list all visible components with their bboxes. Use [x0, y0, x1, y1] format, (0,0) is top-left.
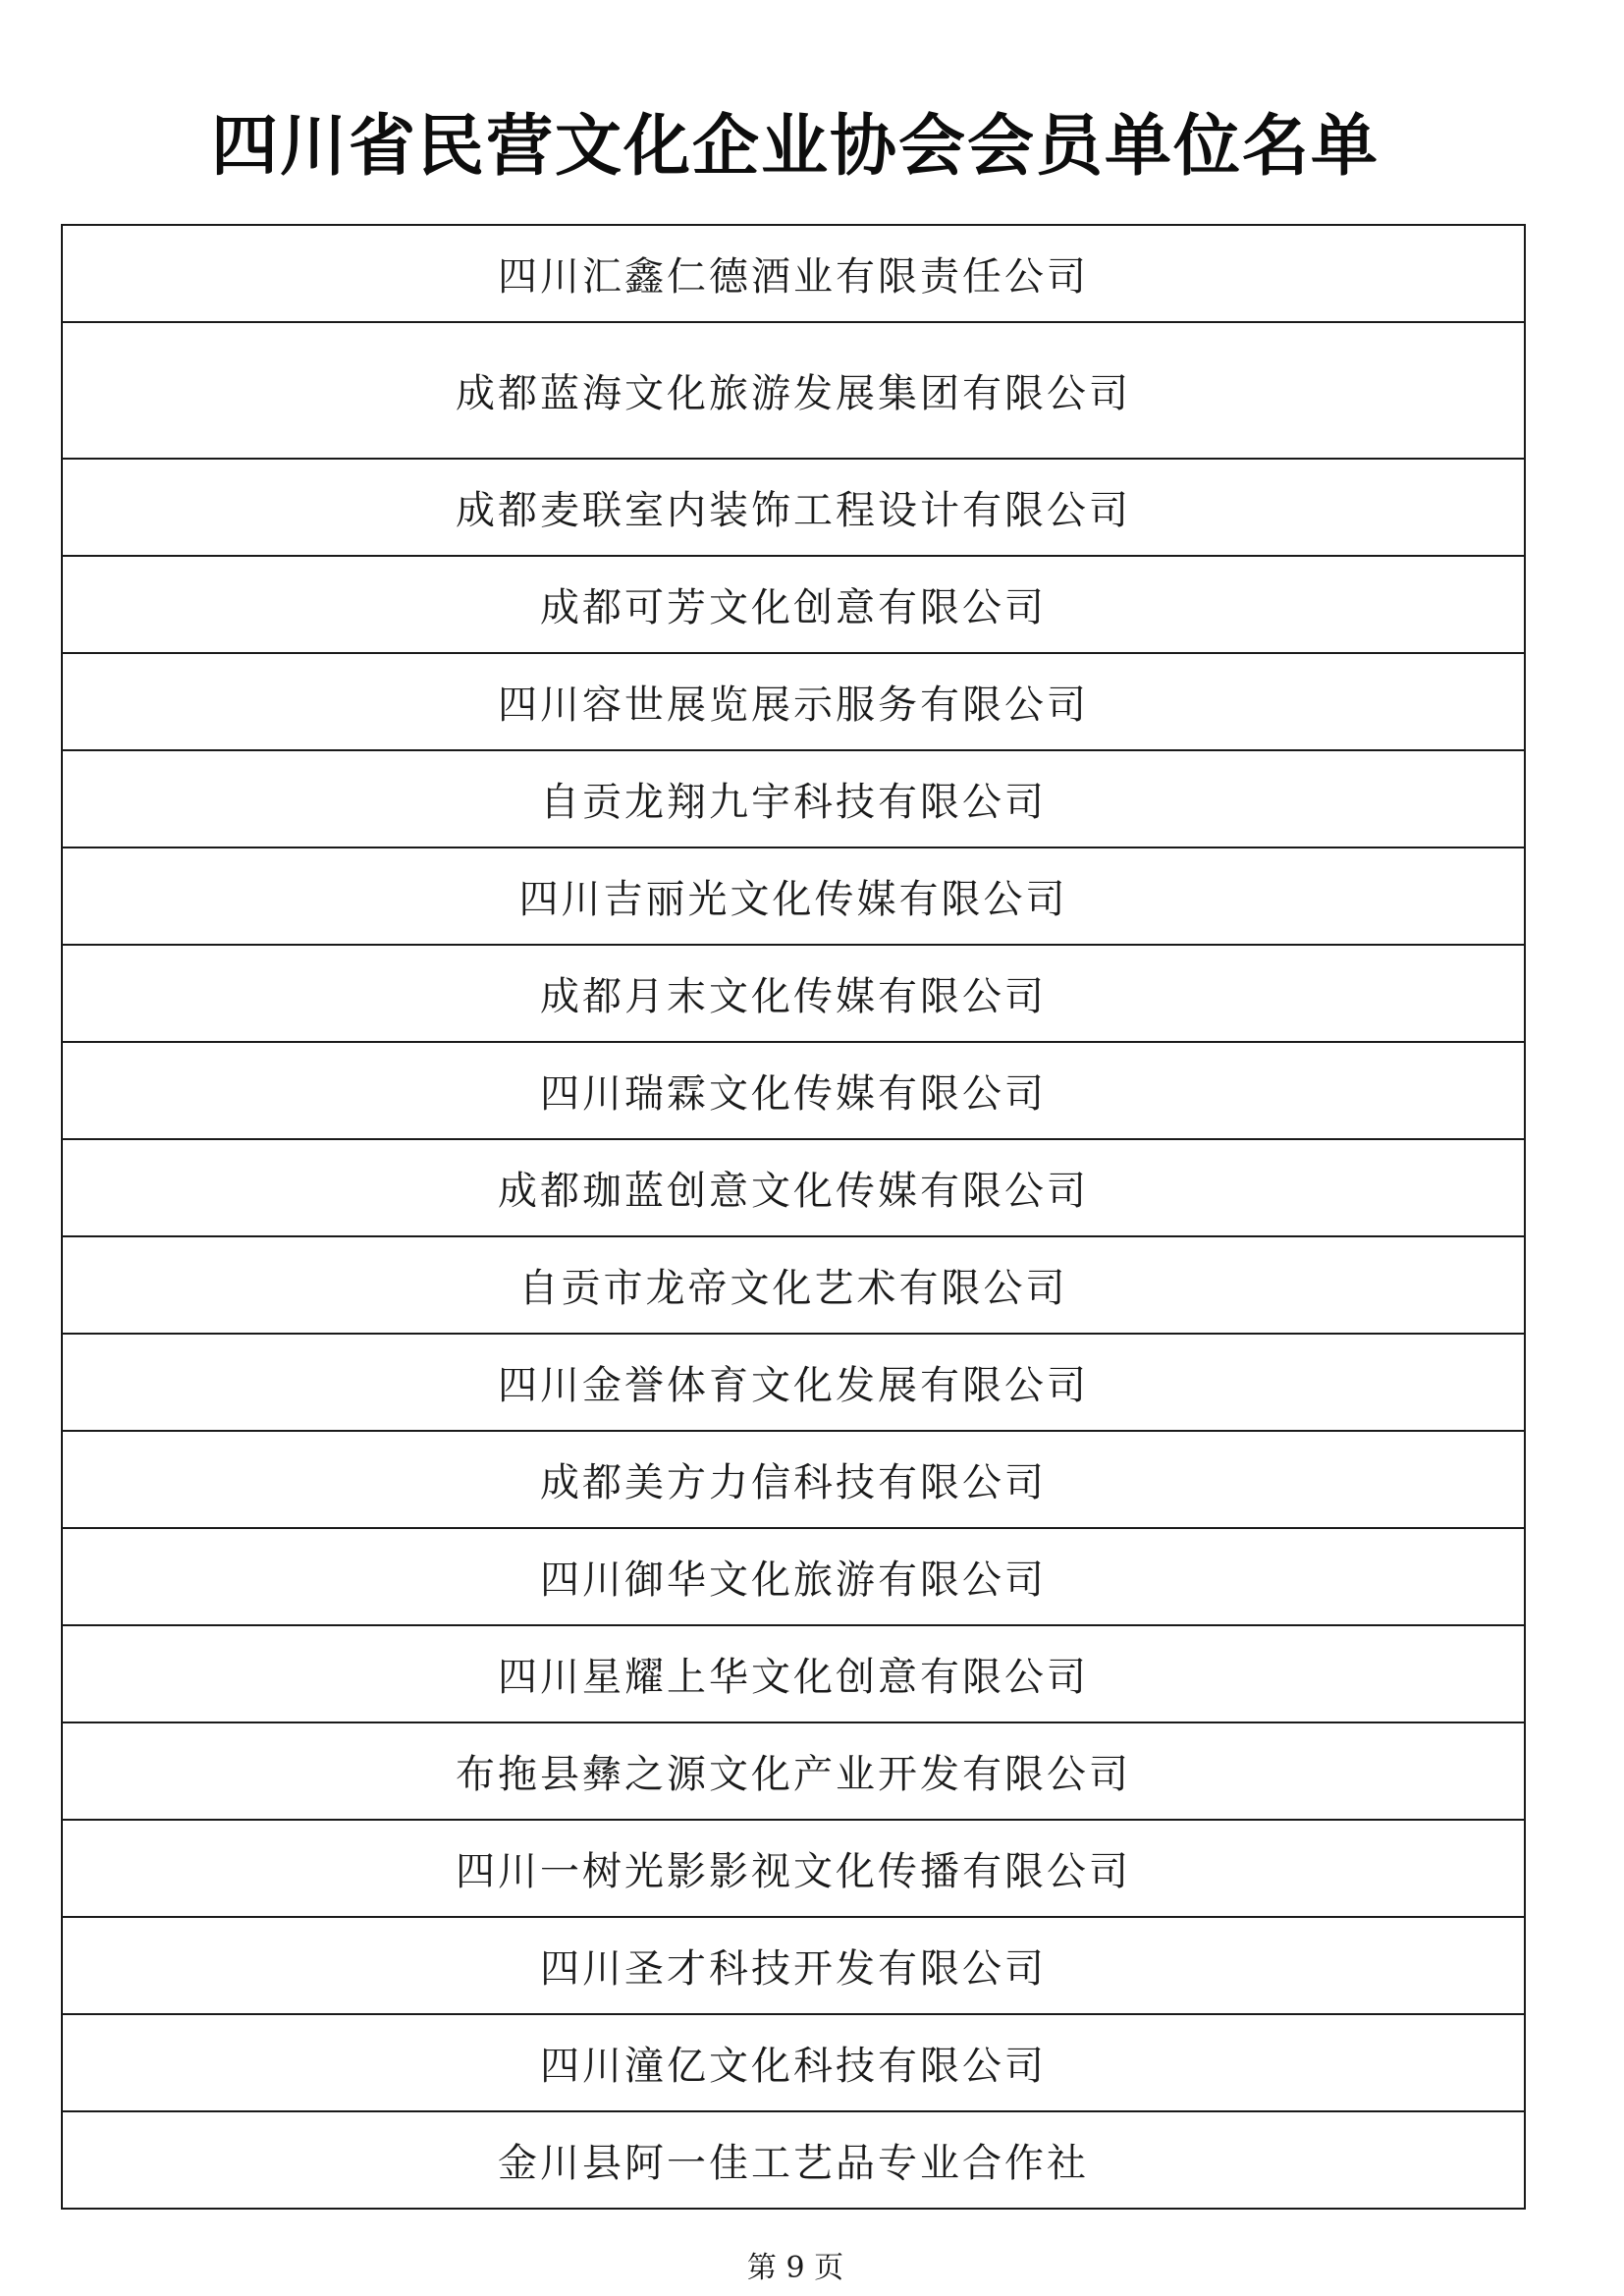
member-name-cell: 四川星耀上华文化创意有限公司: [62, 1625, 1525, 1722]
table-row: [62, 1236, 1525, 1334]
member-name-cell: 成都蓝海文化旅游发展集团有限公司: [62, 322, 1525, 459]
table-row: [62, 556, 1525, 653]
table-row: [62, 322, 1525, 459]
member-name-cell: 四川汇鑫仁德酒业有限责任公司: [62, 225, 1525, 322]
member-name-cell: 四川容世展览展示服务有限公司: [62, 653, 1525, 750]
member-name-cell: 布拖县彝之源文化产业开发有限公司: [62, 1722, 1525, 1820]
member-name-cell: 成都珈蓝创意文化传媒有限公司: [62, 1139, 1525, 1236]
page-number: 第 9 页: [746, 2251, 844, 2285]
member-name-cell: 自贡市龙帝文化艺术有限公司: [62, 1236, 1525, 1334]
table-row: [62, 653, 1525, 750]
table-row: [62, 1528, 1525, 1625]
member-name-cell: 四川一树光影影视文化传播有限公司: [62, 1820, 1525, 1917]
table-row: [62, 750, 1525, 847]
member-name-cell: 四川瑞霖文化传媒有限公司: [62, 1042, 1525, 1139]
table-row: [62, 459, 1525, 556]
table-row: [62, 1334, 1525, 1431]
table-row: [62, 945, 1525, 1042]
table-row: [62, 1917, 1525, 2014]
member-name-cell: 金川县阿一佳工艺品专业合作社: [62, 2111, 1525, 2209]
table-row: [62, 1820, 1525, 1917]
member-table: [61, 224, 1526, 2210]
table-row: [62, 1042, 1525, 1139]
member-name-cell: 四川御华文化旅游有限公司: [62, 1528, 1525, 1625]
table-row: [62, 1431, 1525, 1528]
member-name-cell: 四川潼亿文化科技有限公司: [62, 2014, 1525, 2111]
table-row: [62, 2111, 1525, 2209]
member-name-cell: 四川圣才科技开发有限公司: [62, 1917, 1525, 2014]
member-name-cell: 成都月末文化传媒有限公司: [62, 945, 1525, 1042]
page-title: 四川省民营文化企业协会会员单位名单: [210, 108, 1380, 186]
table-row: [62, 2014, 1525, 2111]
table-row: [62, 1625, 1525, 1722]
member-name-cell: 成都麦联室内装饰工程设计有限公司: [62, 459, 1525, 556]
member-name-cell: 四川吉丽光文化传媒有限公司: [62, 847, 1525, 945]
member-name-cell: 自贡龙翔九宇科技有限公司: [62, 750, 1525, 847]
table-row: [62, 1139, 1525, 1236]
table-row: [62, 225, 1525, 322]
table-row: [62, 847, 1525, 945]
member-name-cell: 四川金誉体育文化发展有限公司: [62, 1334, 1525, 1431]
member-name-cell: 成都美方力信科技有限公司: [62, 1431, 1525, 1528]
member-name-cell: 成都可芳文化创意有限公司: [62, 556, 1525, 653]
table-row: [62, 1722, 1525, 1820]
